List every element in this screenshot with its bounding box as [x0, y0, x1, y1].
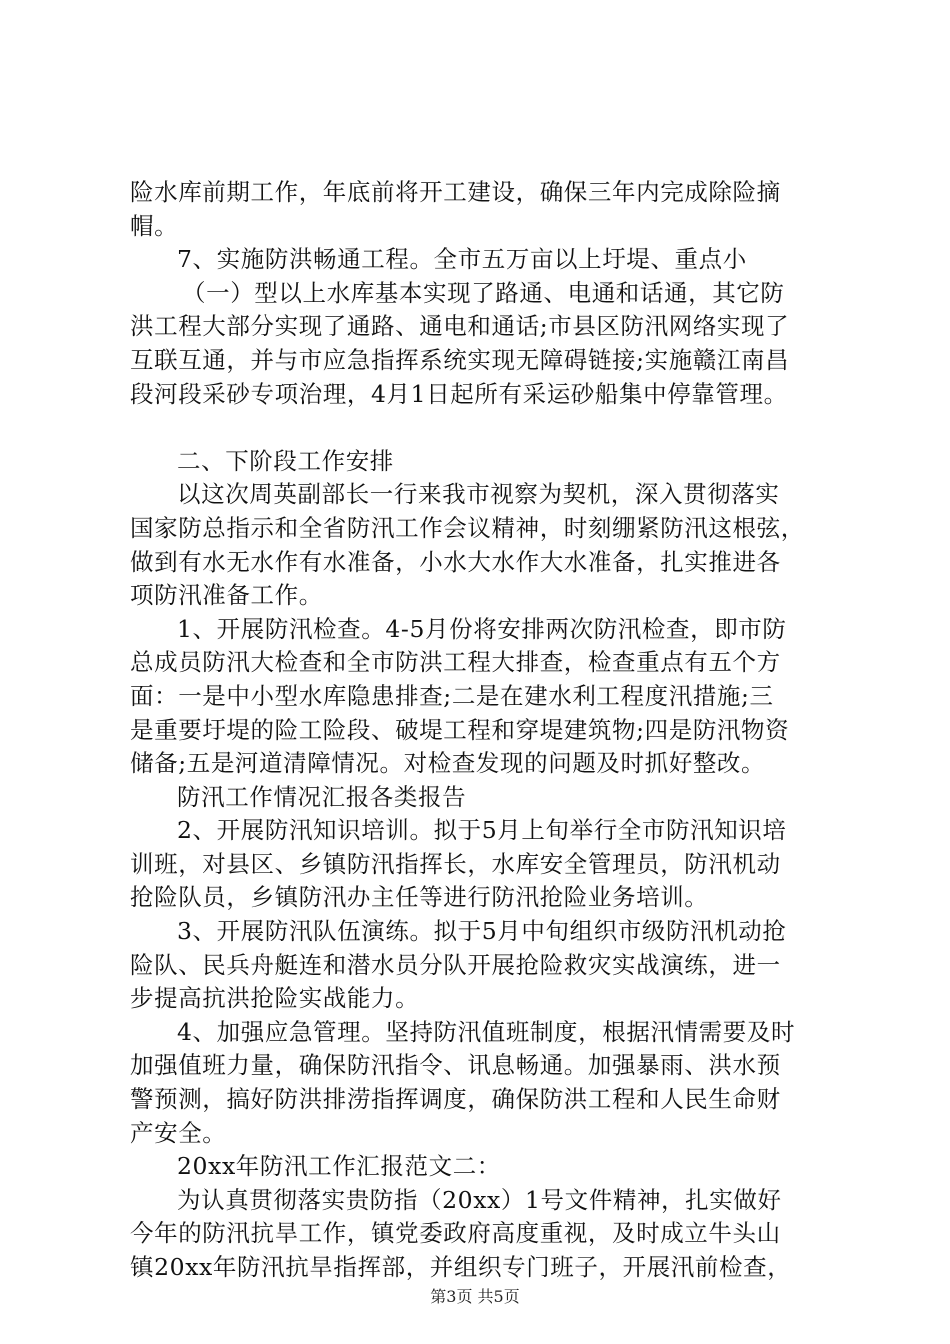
paragraph-gap — [130, 411, 830, 445]
text-line: 20xx年防汛工作汇报范文二： — [177, 1152, 501, 1181]
text-line: 面：一是中小型水库隐患排查;二是在建水利工程度汛措施;三 — [130, 681, 774, 710]
text-line: 险水库前期工作，年底前将开工建设，确保三年内完成除险摘 — [130, 178, 781, 206]
text-line: （一）型以上水库基本实现了路通、电通和话通，其它防 — [182, 278, 785, 307]
document-body — [130, 176, 830, 1285]
text-line: 产安全。 — [130, 1118, 227, 1147]
text-line: 为认真贯彻落实贵防指（20xx）1号文件精神，扎实做好 — [177, 1185, 782, 1214]
text-line: 4、加强应急管理。坚持防汛值班制度，根据汛情需要及时 — [177, 1017, 796, 1046]
text-line: 3、开展防汛队伍演练。拟于5月中旬组织市级防汛机动抢 — [177, 917, 787, 946]
text-line: 警预测，搞好防洪排涝指挥调度，确保防洪工程和人民生命财 — [130, 1085, 781, 1114]
text-line: 以这次周英副部长一行来我市视察为契机，深入贯彻落实 — [177, 480, 780, 509]
text-line: 帽。 — [130, 211, 179, 240]
text-line: 训班，对县区、乡镇防汛指挥长，水库安全管理员，防汛机动 — [130, 849, 781, 878]
text-line: 储备;五是河道清障情况。对检查发现的问题及时抓好整改。 — [130, 749, 766, 778]
text-line: 镇20xx年防汛抗旱指挥部，并组织专门班子，开展汛前检查， — [130, 1253, 792, 1281]
section-heading: 二、下阶段工作安排 — [177, 446, 394, 475]
text-line: 今年的防汛抗旱工作，镇党委政府高度重视，及时成立牛头山 — [130, 1219, 781, 1248]
page-number-footer: 第3页 共5页 — [430, 1287, 520, 1306]
text-line: 防汛工作情况汇报各类报告 — [177, 782, 467, 811]
text-line: 险队、民兵舟艇连和潜水员分队开展抢险救灾实战演练，进一 — [130, 950, 781, 979]
text-line: 做到有水无水作有水准备，小水大水作大水准备，扎实推进各 — [130, 547, 781, 576]
text-line: 互联互通，并与市应急指挥系统实现无障碍链接;实施赣江南昌 — [130, 345, 790, 374]
text-line: 步提高抗洪抢险实战能力。 — [130, 984, 420, 1013]
text-line: 国家防总指示和全省防汛工作会议精神，时刻绷紧防汛这根弦， — [130, 513, 805, 542]
text-line: 加强值班力量，确保防汛指令、讯息畅通。加强暴雨、洪水预 — [130, 1051, 781, 1080]
text-line: 2、开展防汛知识培训。拟于5月上旬举行全市防汛知识培 — [177, 816, 787, 845]
text-line: 7、实施防洪畅通工程。全市五万亩以上圩堤、重点小 — [177, 245, 747, 274]
text-line: 1、开展防汛检查。4-5月份将安排两次防汛检查，即市防 — [177, 614, 787, 643]
text-line: 抢险队员，乡镇防汛办主任等进行防汛抢险业务培训。 — [130, 883, 709, 912]
text-line: 总成员防汛大检查和全市防洪工程大排查，检查重点有五个方 — [130, 648, 781, 677]
text-line: 段河段采砂专项治理，4月1日起所有采运砂船集中停靠管理。 — [130, 379, 788, 408]
text-line: 洪工程大部分实现了通路、通电和通话;市县区防汛网络实现了 — [130, 312, 790, 341]
text-line: 项防汛准备工作。 — [130, 581, 323, 610]
text-line: 是重要圩堤的险工险段、破堤工程和穿堤建筑物;四是防汛物资 — [130, 715, 790, 744]
